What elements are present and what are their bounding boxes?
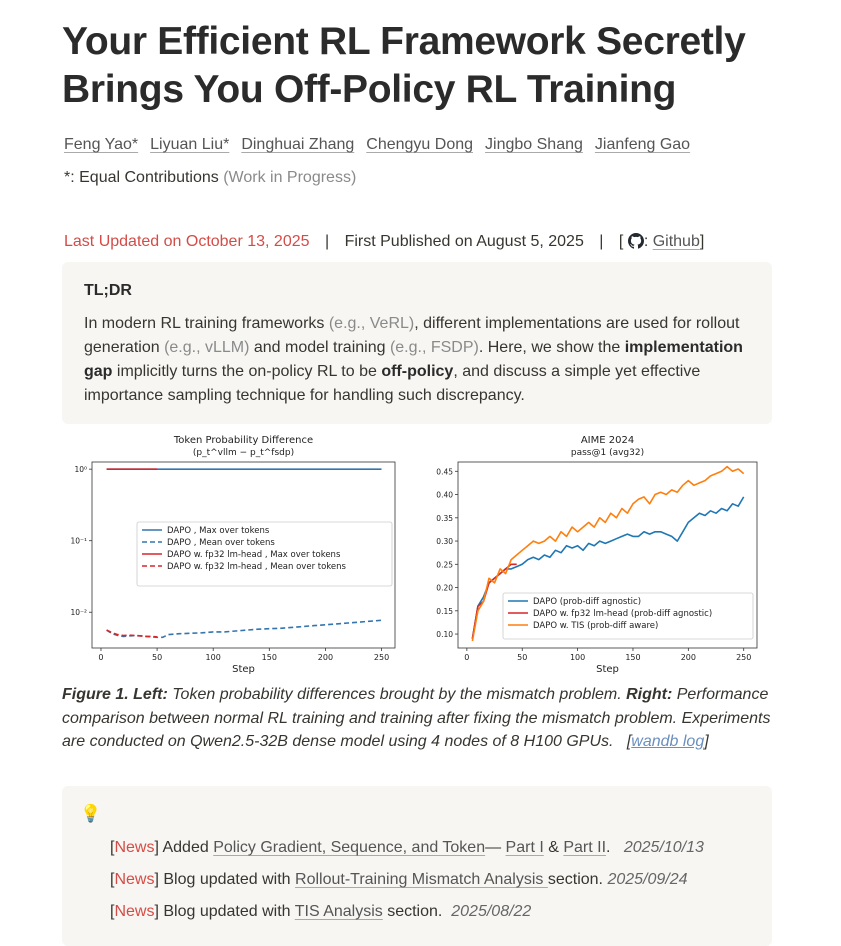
author-link[interactable]: Dinghuai Zhang (241, 136, 355, 153)
news-item: [News] Added Policy Gradient, Sequence, and Token— Part I & Part II. 2025/10/13 (110, 839, 704, 856)
news-text: & (543, 839, 564, 856)
news-link[interactable]: Part II (563, 839, 607, 856)
caption-left-label: Left: (133, 686, 168, 703)
news-link[interactable]: TIS Analysis (294, 903, 383, 920)
tldr-bold: off-policy (381, 363, 454, 380)
author-link[interactable]: Jingbo Shang (485, 136, 583, 153)
author-list (64, 136, 702, 154)
news-text: . (606, 839, 611, 856)
chart-title: AIME 2024 (580, 435, 635, 446)
chart-subtitle: pass@1 (avg32) (570, 448, 645, 458)
title-line-1: Your Efficient RL Framework Secretly (62, 20, 746, 63)
equal-contribution-note (64, 169, 356, 187)
bracket-open: [ (626, 733, 632, 750)
author-link[interactable]: Jianfeng Gao (594, 136, 691, 153)
author-link[interactable]: Chengyu Dong (366, 136, 474, 153)
x-axis-label: Step (232, 664, 255, 675)
y-tick-label: 0.10 (436, 630, 453, 640)
news-text: Blog updated with (158, 903, 295, 920)
x-tick-label: 200 (317, 653, 334, 662)
separator: | (324, 233, 330, 250)
x-tick-label: 50 (151, 653, 163, 662)
x-tick-label: 250 (736, 653, 752, 662)
x-tick-label: 150 (625, 653, 641, 662)
news-link[interactable]: Policy Gradient, Sequence, and Token (213, 839, 486, 856)
legend-label: DAPO , Max over tokens (167, 526, 270, 536)
y-tick-label: 0.25 (436, 560, 453, 570)
news-link[interactable]: Part I (505, 839, 544, 856)
x-axis-label: Step (596, 664, 619, 675)
caption-right-label: Right: (626, 686, 673, 703)
news-text: Blog updated with (158, 871, 296, 888)
wandb-log-link[interactable]: wandb log (631, 733, 705, 750)
bracket-close: ] (699, 233, 705, 250)
caption-figure-label: Figure 1. (62, 686, 129, 703)
bracket-close: ] (704, 733, 709, 750)
news-item: [News] Blog updated with TIS Analysis section. 2025/08/22 (110, 903, 532, 920)
x-tick-label: 0 (98, 653, 104, 662)
tldr-bold: implementation gap (84, 339, 743, 380)
tldr-text: , different implementations are used for rollout generation (84, 315, 740, 356)
y-tick-label: 10⁻² (70, 608, 87, 618)
y-tick-label: 10⁻¹ (70, 536, 87, 546)
legend-label: DAPO w. fp32 lm-head , Mean over tokens (167, 562, 346, 572)
title-line-2: Brings You Off-Policy RL Training (62, 68, 677, 111)
news-text: Added (158, 839, 214, 856)
y-tick-label: 0.45 (436, 467, 453, 477)
chart-title: Token Probability Difference (173, 435, 314, 446)
news-tag: News (114, 839, 155, 856)
colon: : (643, 233, 653, 250)
equal-contribution-text: *: Equal Contributions (64, 169, 219, 186)
author-link[interactable]: Liyuan Liu* (150, 136, 230, 153)
y-tick-label: 0.40 (436, 490, 453, 500)
legend-label: DAPO , Mean over tokens (167, 538, 275, 548)
page-title (62, 18, 802, 114)
news-tag: News (114, 871, 155, 888)
news-date: 2025/10/13 (623, 839, 704, 856)
news-text: section. (547, 871, 603, 888)
x-tick-label: 150 (261, 653, 277, 662)
work-in-progress-text: (Work in Progress) (223, 169, 357, 186)
y-tick-label: 0.15 (436, 606, 453, 616)
tldr-heading: TL;DR (84, 282, 132, 299)
news-date: 2025/09/24 (607, 871, 688, 888)
legend-label: DAPO w. fp32 lm-head (prob-diff agnostic) (533, 609, 713, 619)
x-tick-label: 100 (205, 653, 221, 662)
first-published-text: First Published on August 5, 2025 (344, 233, 584, 250)
legend-label: DAPO w. TIS (prob-diff aware) (533, 621, 659, 631)
tldr-example: (e.g., vLLM) (164, 339, 250, 356)
tldr-example: (e.g., FSDP) (389, 339, 479, 356)
news-link[interactable]: Rollout-Training Mismatch Analysis (295, 871, 548, 888)
caption-text: Performance comparison between normal RL training and training after fixing the mismatch problem. Experiments are conducted on Qwen2.5-32B dense model using 4 nodes of 8 H100 GPUs. (62, 686, 771, 750)
x-tick-label: 200 (680, 653, 696, 662)
x-tick-label: 50 (517, 653, 528, 662)
tldr-body (84, 312, 750, 408)
news-tag: News (114, 903, 155, 920)
x-tick-label: 0 (464, 653, 470, 662)
github-icon (628, 233, 644, 249)
author-link[interactable]: Feng Yao* (64, 136, 139, 153)
news-text: section. (382, 903, 443, 920)
tldr-example: (e.g., VeRL) (328, 315, 415, 332)
x-tick-label: 100 (569, 653, 586, 662)
news-date: 2025/08/22 (451, 903, 532, 920)
y-tick-label: 0.30 (436, 537, 453, 547)
tldr-text: and model training (249, 339, 390, 356)
caption-text: Token probability differences brought by the mismatch problem. (167, 686, 627, 703)
publication-dates (64, 233, 704, 251)
tldr-text: . Here, we show the (478, 339, 625, 356)
y-tick-label: 0.20 (436, 583, 453, 593)
news-callout (62, 786, 772, 946)
aime-2024-chart (420, 430, 765, 675)
tldr-text: , and discuss a simple yet effective importance sampling technique for handling such discrepancy. (84, 363, 701, 404)
news-text: — (485, 839, 506, 856)
github-link[interactable]: Github (652, 233, 700, 250)
separator: | (599, 233, 604, 250)
legend-label: DAPO w. fp32 lm-head , Max over tokens (167, 550, 341, 560)
figure-caption (62, 683, 782, 754)
lightbulb-icon: 💡 (80, 804, 102, 823)
y-tick-label: 0.35 (436, 513, 453, 523)
y-tick-label: 10⁰ (74, 465, 87, 475)
tldr-callout (62, 262, 772, 424)
chart-subtitle: (p_t^vllm − p_t^fsdp) (192, 448, 295, 458)
x-tick-label: 250 (373, 653, 390, 662)
news-item: [News] Blog updated with Rollout-Training Mismatch Analysis section. 2025/09/24 (110, 871, 688, 888)
tldr-text: In modern RL training frameworks (84, 315, 329, 332)
last-updated-text: Last Updated on October 13, 2025 (64, 233, 310, 250)
tldr-text: implicitly turns the on-policy RL to be (112, 363, 382, 380)
bracket-open: [ (618, 233, 624, 250)
legend-label: DAPO (prob-diff agnostic) (533, 597, 642, 607)
token-probability-difference-chart (62, 430, 402, 675)
